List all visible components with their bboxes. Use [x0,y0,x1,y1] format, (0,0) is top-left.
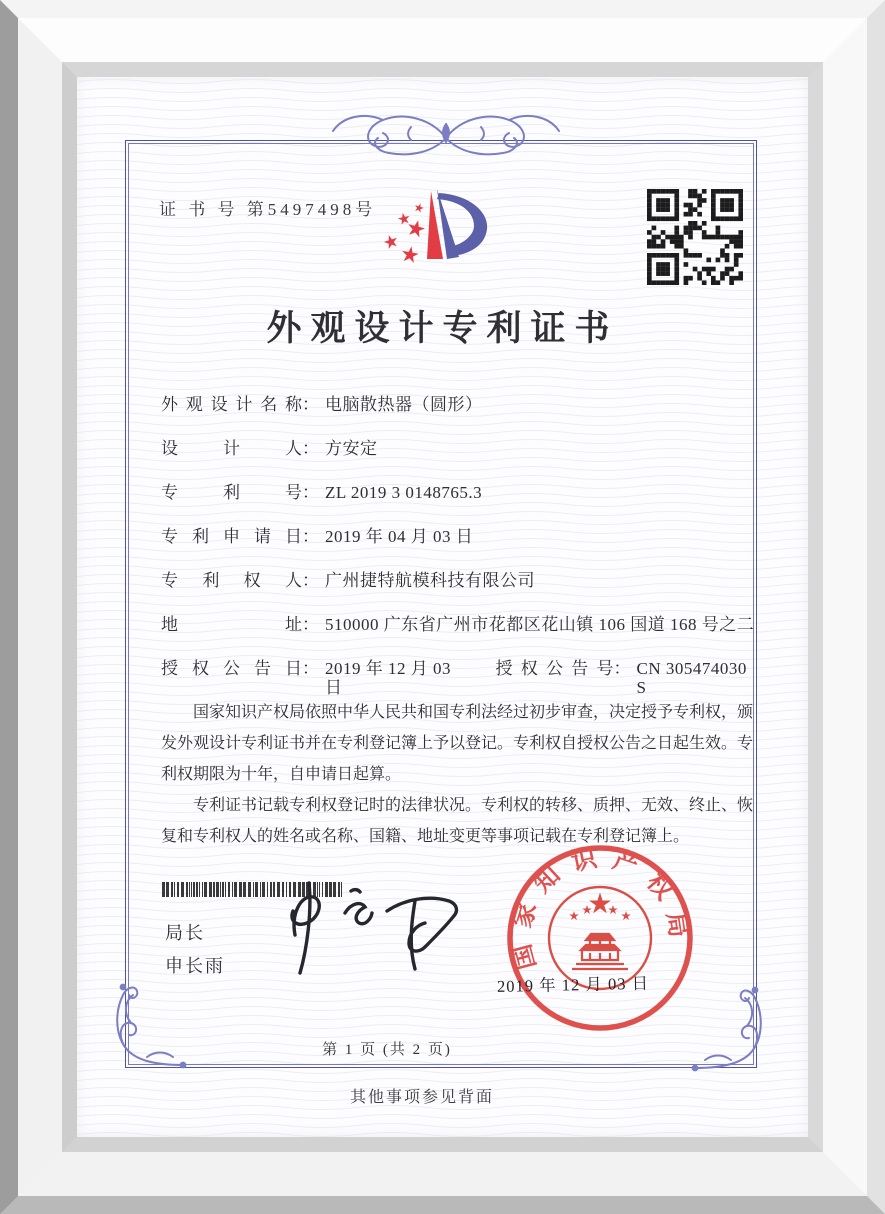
barcode-bar [228,882,230,897]
field-colon: ： [302,571,319,590]
barcode-bar [253,882,254,897]
barcode-bar [166,882,169,897]
field-list [161,395,755,722]
barcode-bar [202,882,203,897]
qr-code-icon [647,189,743,285]
barcode-bar [174,882,175,897]
barcode-bar [171,882,173,897]
certificate-number: 证 书 号 第5497498号 [159,200,377,219]
field-value: 方安定 [325,439,378,458]
field-row-designer [161,439,755,458]
barcode-bar [216,882,219,897]
field-colon: ： [302,615,319,634]
field-label: 设计人 [161,439,302,458]
field-colon: ： [302,439,319,458]
field-row-patentee [161,571,755,590]
barcode-bar [177,882,179,897]
field-row-filing-date [161,527,755,546]
field-row-grant [161,659,755,697]
barcode-bar [199,882,200,897]
field-value: 510000 广东省广州市花都区花山镇 106 国道 168 号之二 [325,615,755,634]
field-colon: ： [302,395,319,414]
barcode-bar [191,882,192,897]
legal-paragraph: 国家知识产权局依照中华人民共和国专利法经过初步审查，决定授予专利权，颁发外观设计专利证书并在专利登记簿上予以登记。专利权自授权公告之日起生效。专利权期限为十年，自申请日起算。 [161,704,754,783]
cnipa-logo-icon [371,183,523,295]
barcode-bar [181,882,184,897]
signer-block [165,917,225,983]
field-label: 授权公告号 [495,659,614,678]
back-side-note: 其他事项参见背面 [349,1089,494,1106]
barcode-bar [209,882,212,897]
seal-ring-text: 国家知识产权局 [508,845,692,973]
seal-date: 2019 年 12 月 03 日 [496,973,650,996]
barcode-bar [232,882,233,897]
barcode-bar [186,882,188,897]
barcode-bar [239,882,242,897]
field-colon: ： [302,659,319,678]
field-row-patent-no [161,483,755,502]
barcode-bar [189,882,190,897]
barcode-bar [243,882,246,897]
barcode-bar [220,882,221,897]
field-colon: ： [302,527,319,546]
field-label: 专利权人 [161,571,302,590]
barcode-bar [234,882,237,897]
barcode-bar [204,882,207,897]
legal-text [161,697,753,852]
grant-number-pair [496,659,755,697]
barcode-bar [248,882,251,897]
field-label: 专利申请日 [161,527,302,546]
barcode-bar [225,882,226,897]
field-value: 2019 年 04 月 03 日 [325,527,474,546]
barcode-bar [196,882,198,897]
barcode-bar [162,882,165,897]
field-value: 广州捷特航模科技有限公司 [325,571,535,590]
field-label: 地址 [161,615,302,634]
field-colon: ： [302,483,319,502]
barcode-bar [222,882,224,897]
signer-name: 申长雨 [165,956,225,976]
legal-paragraph: 专利证书记载专利权登记时的法律状况。专利权的转移、质押、无效、终止、恢复和专利权人的姓名或名称、国籍、地址变更等事项记载在专利登记簿上。 [161,797,754,845]
field-row-design-name [161,395,755,414]
grant-no-value: CN 305474030 S [636,659,747,697]
field-label: 专利号 [161,483,302,502]
certificate-paper [77,77,808,1137]
barcode-bar [213,882,215,897]
certificate-title: 外观设计专利证书 [266,309,619,348]
director-signature-icon [257,869,482,987]
field-colon: ： [613,659,631,678]
barcode-bar [193,882,195,897]
page-indicator: 第 1 页 (共 2 页) [322,1042,452,1058]
field-value: 电脑散热器（圆形） [325,395,483,414]
field-value: ZL 2019 3 0148765.3 [325,483,483,502]
field-label: 外观设计名称 [161,395,302,414]
grant-date-value: 2019 年 12 月 03 日 [325,659,451,697]
signer-title: 局长 [165,923,205,943]
field-label: 授权公告日 [161,659,302,678]
official-seal-icon [502,840,698,1036]
field-row-address [161,615,755,634]
